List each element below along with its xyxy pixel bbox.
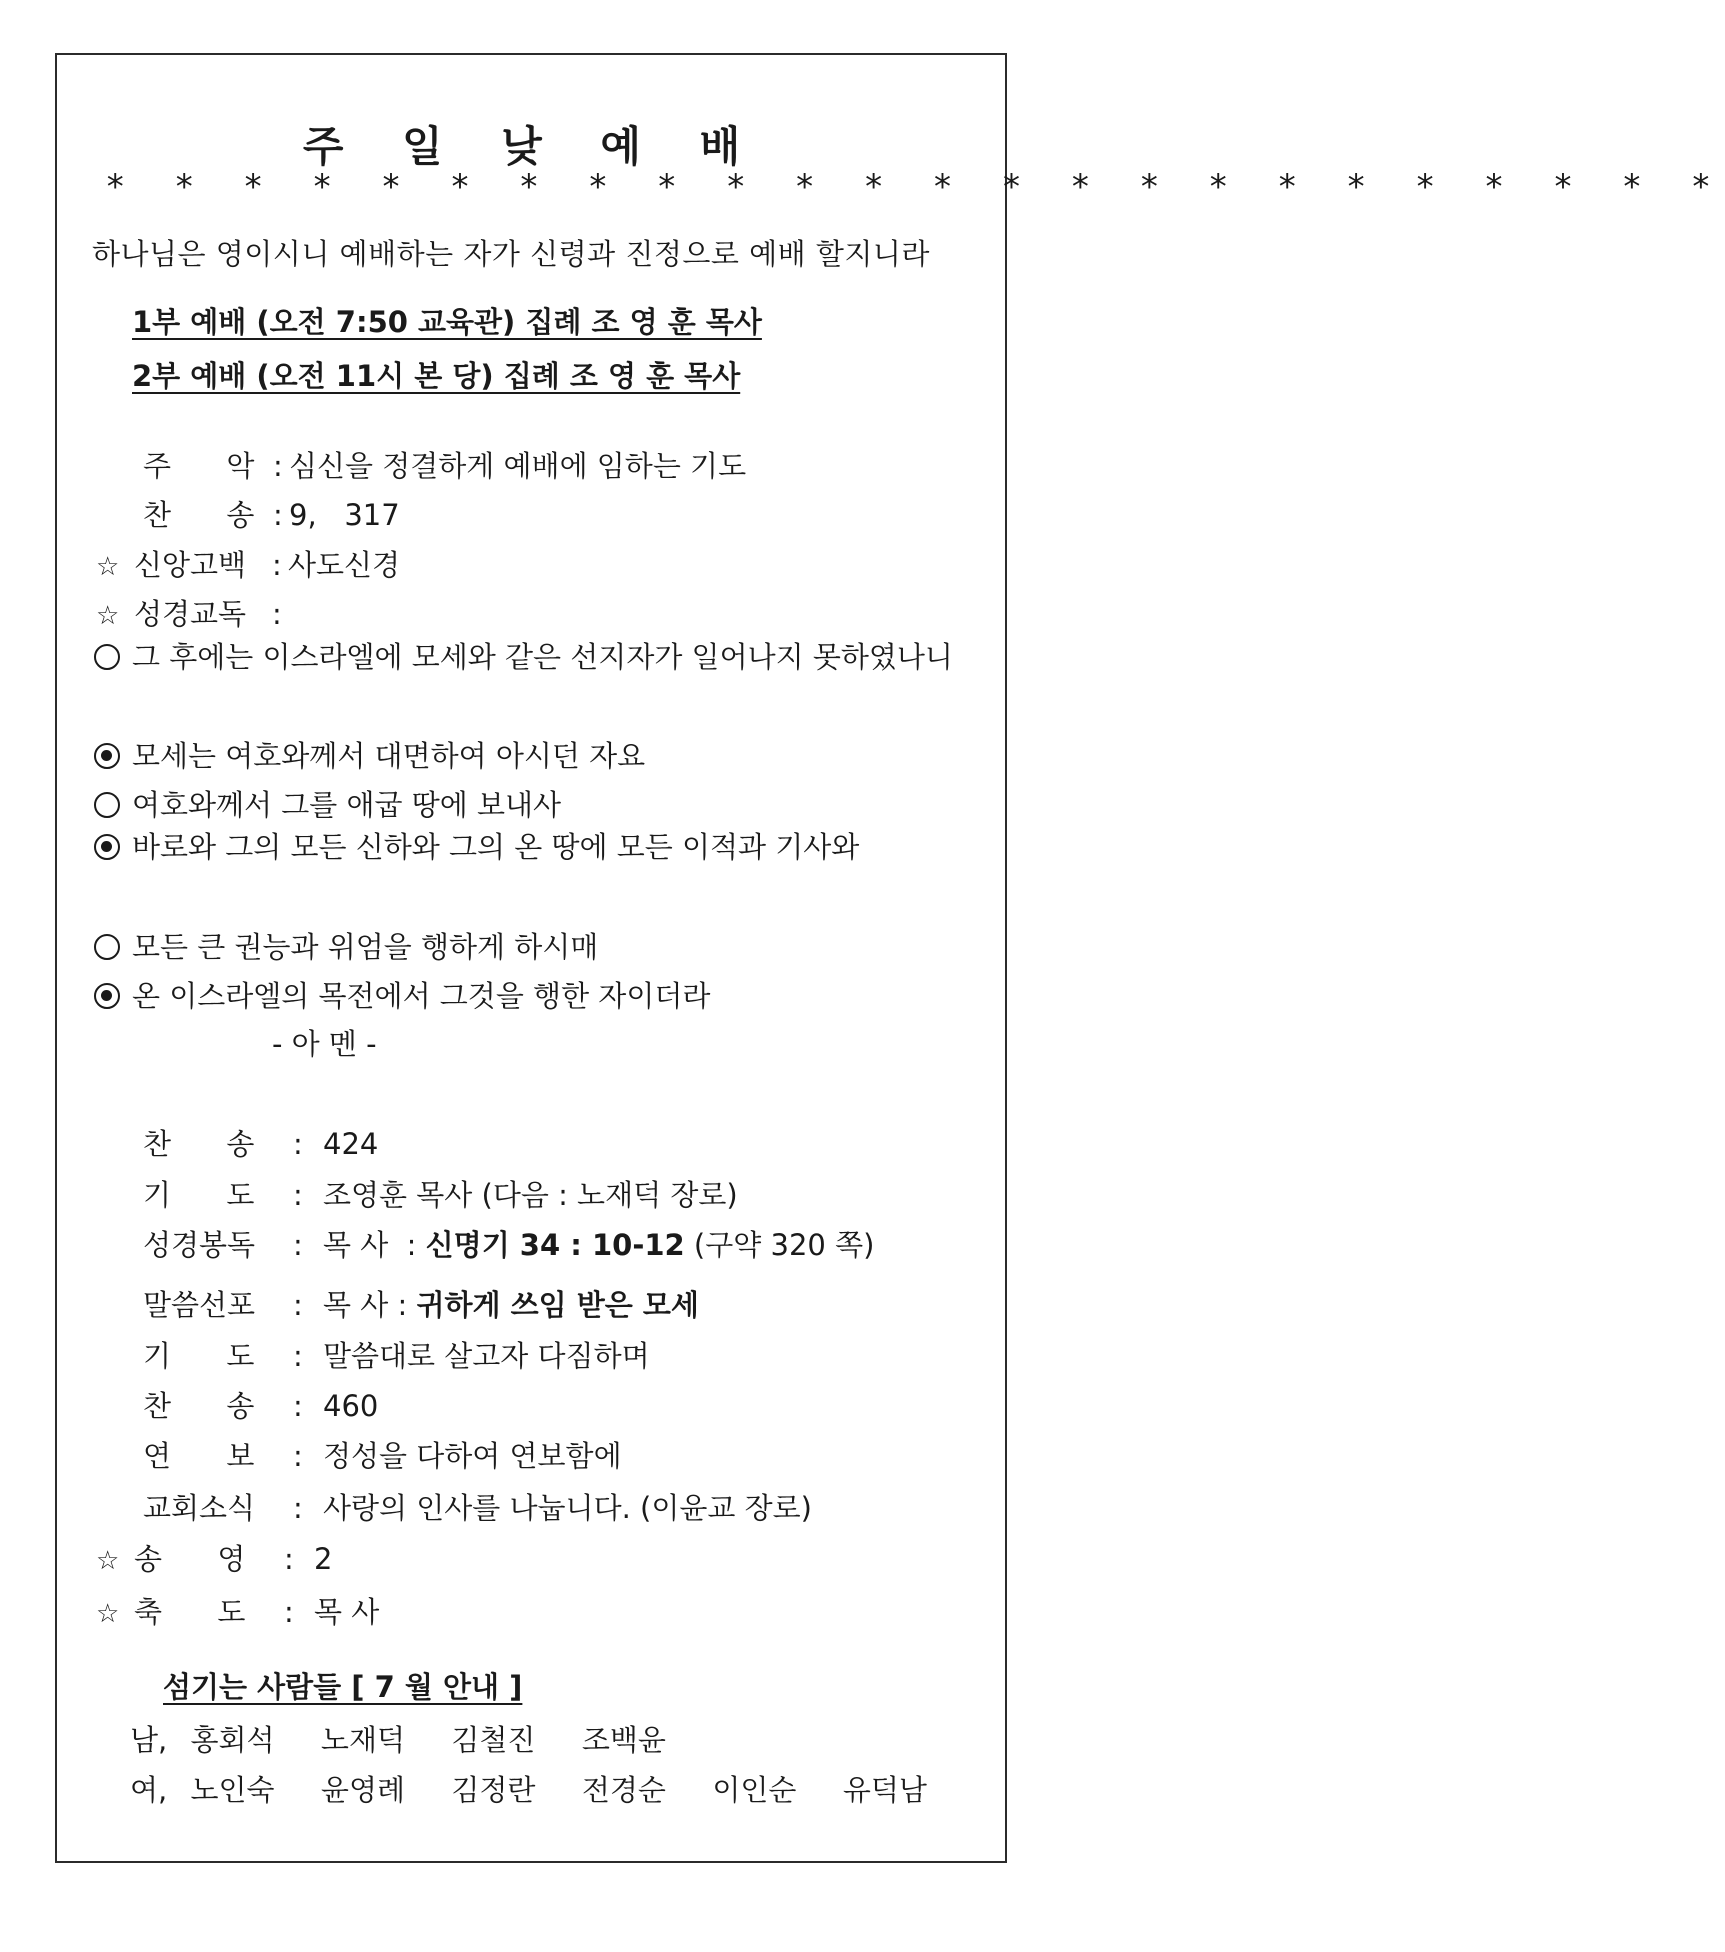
order-value: 9, 317 — [289, 498, 400, 532]
order-colon: : — [273, 449, 283, 483]
order-item — [143, 1223, 874, 1264]
order-creed — [96, 543, 400, 584]
filled-circle-icon — [94, 834, 120, 860]
order-item — [143, 1434, 622, 1475]
order-value: 460 — [323, 1389, 379, 1423]
order-value-suffix: (구약 320 쪽) — [684, 1228, 875, 1262]
reading-line-2 — [94, 734, 645, 775]
theme-verse: 하나님은 영이시니 예배하는 자가 신령과 진정으로 예배 할지니라 — [92, 237, 930, 271]
service-first: 1부 예배 (오전 7:50 교육관) 집례 조 영 훈 목사 — [132, 305, 762, 339]
order-value: 정성을 다하여 연보함에 — [323, 1439, 622, 1473]
order-label: 교회소식 — [143, 1491, 256, 1525]
filled-circle-icon — [94, 743, 120, 769]
order-item — [143, 1283, 699, 1324]
filled-circle-icon — [94, 983, 120, 1009]
star-icon: ☆ — [96, 1546, 120, 1576]
order-colon: : — [293, 1228, 303, 1262]
order-colon: : — [272, 597, 282, 631]
order-item — [143, 1173, 738, 1214]
order-label: 기 도 — [143, 1178, 255, 1212]
open-circle-icon — [94, 934, 120, 960]
order-value: 목 사 — [314, 1595, 380, 1629]
star-icon: ☆ — [96, 1599, 120, 1629]
order-item — [143, 1122, 378, 1163]
open-circle-icon — [94, 792, 120, 818]
order-label: 신앙고백 — [134, 548, 247, 582]
ushers-women: 여, 노인숙 윤영례 김정란 전경순 이인순 유덕남 — [130, 1773, 927, 1807]
order-item — [96, 1537, 332, 1578]
order-value-prefix: 목 사 : — [323, 1228, 426, 1262]
order-colon: : — [284, 1542, 294, 1576]
order-colon: : — [293, 1491, 303, 1525]
order-label: 축 도 — [134, 1595, 246, 1629]
order-label: 성경교독 — [134, 597, 247, 631]
reading-line-5 — [94, 925, 598, 966]
order-label: 주 악 — [143, 449, 255, 483]
star-icon: ☆ — [96, 552, 120, 582]
order-label: 말씀선포 — [143, 1288, 256, 1322]
order-colon: : — [284, 1595, 294, 1629]
reading-line-3 — [94, 783, 561, 824]
star-divider: * * * * * * * * * * * * * * * * * * * * * * * * — [105, 167, 1725, 207]
order-value: 심신을 정결하게 예배에 임하는 기도 — [289, 449, 747, 483]
order-colon: : — [293, 1439, 303, 1473]
order-colon: : — [273, 498, 283, 532]
order-label: 성경봉독 — [143, 1228, 256, 1262]
order-colon: : — [293, 1127, 303, 1161]
ushers-men: 남, 홍회석 노재덕 김철진 조백윤 — [130, 1723, 666, 1757]
order-label: 연 보 — [143, 1439, 255, 1473]
order-hymn-1 — [143, 493, 400, 534]
order-value-emphasis: 귀하게 쓰임 받은 모세 — [416, 1288, 699, 1322]
reading-text: 모세는 여호와께서 대면하여 아시던 자요 — [132, 739, 646, 773]
order-label: 기 도 — [143, 1339, 255, 1373]
service-second: 2부 예배 (오전 11시 본 당) 집례 조 영 훈 목사 — [132, 359, 741, 393]
star-icon: ☆ — [96, 601, 120, 631]
order-value: 조영훈 목사 (다음 : 노재덕 장로) — [323, 1178, 738, 1212]
order-value: 사랑의 인사를 나눕니다. (이윤교 장로) — [323, 1491, 812, 1525]
reading-line-1 — [94, 636, 994, 678]
order-label: 찬 송 — [143, 498, 255, 532]
order-item — [96, 1590, 379, 1631]
order-item — [143, 1334, 650, 1375]
order-colon: : — [272, 548, 282, 582]
order-value: 424 — [323, 1127, 379, 1161]
order-item — [143, 1486, 812, 1527]
reading-text: 그 후에는 이스라엘에 모세와 같은 선지자가 일어나지 못하였나니 — [132, 640, 953, 674]
order-colon: : — [293, 1389, 303, 1423]
order-value: 말씀대로 살고자 다짐하며 — [323, 1339, 650, 1373]
reading-line-4 — [94, 826, 994, 868]
order-reading — [96, 592, 288, 633]
order-value-prefix: 목 사 : — [323, 1288, 417, 1322]
order-item — [143, 1384, 378, 1425]
reading-text: 온 이스라엘의 목전에서 그것을 행한 자이더라 — [132, 979, 711, 1013]
amen: - 아 멘 - — [272, 1027, 377, 1061]
order-label: 찬 송 — [143, 1127, 255, 1161]
order-colon: : — [293, 1288, 303, 1322]
page-title: 주 일 낮 예 배 — [302, 122, 763, 171]
open-circle-icon — [94, 644, 120, 670]
reading-text: 바로와 그의 모든 신하와 그의 온 땅에 모든 이적과 기사와 — [132, 830, 860, 864]
ushers-title: 섬기는 사람들 [ 7 월 안내 ] — [163, 1670, 523, 1704]
order-value: 2 — [314, 1542, 333, 1576]
order-prelude — [143, 444, 746, 485]
order-label: 찬 송 — [143, 1389, 255, 1423]
order-colon: : — [293, 1178, 303, 1212]
reading-text: 여호와께서 그를 애굽 땅에 보내사 — [132, 788, 562, 822]
reading-line-6 — [94, 974, 710, 1015]
order-label: 송 영 — [134, 1542, 246, 1576]
order-colon: : — [293, 1339, 303, 1373]
order-value: 사도신경 — [288, 548, 401, 582]
reading-text: 모든 큰 권능과 위엄을 행하게 하시매 — [132, 930, 599, 964]
order-value-emphasis: 신명기 34 : 10-12 — [425, 1228, 685, 1262]
